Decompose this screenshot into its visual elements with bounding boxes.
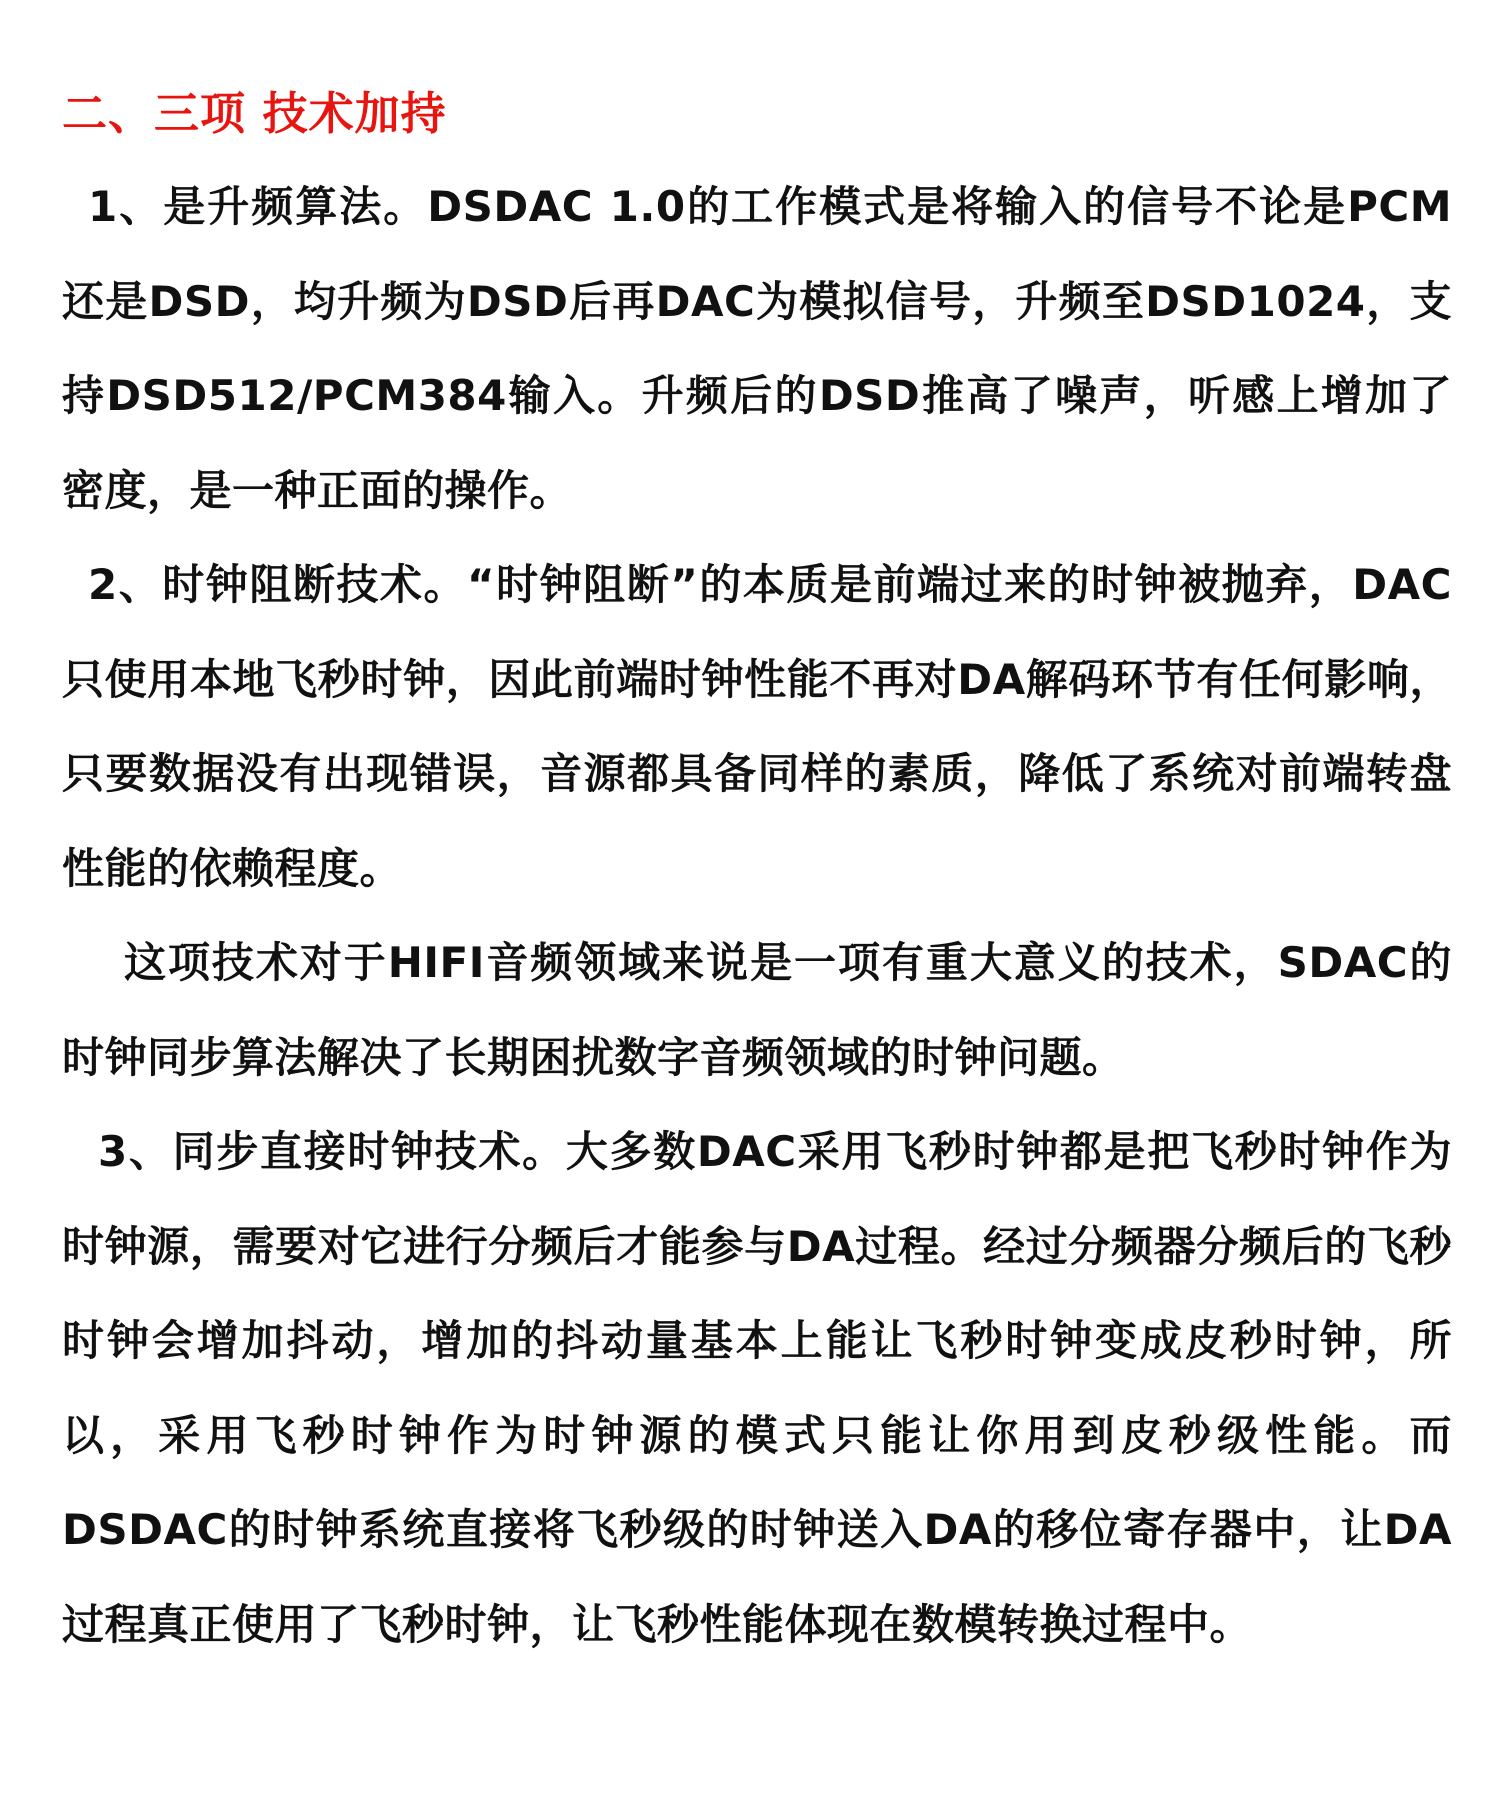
section-heading: 二、三项 技术加持	[62, 87, 447, 140]
paragraph-upsampling: 1、是升频算法。DSDAC 1.0的工作模式是将输入的信号不论是PCM还是DSD，均升频为DSD后再DAC为模拟信号，升频至DSD1024，支持DSD512/PCM384输入。升频后的DSD推高了噪声，听感上增加了密度，是一种正面的操作。	[62, 182, 1452, 515]
paragraph-direct-clock: 3、同步直接时钟技术。大多数DAC采用飞秒时钟都是把飞秒时钟作为时钟源，需要对它进行分频后才能参与DA过程。经过分频器分频后的飞秒时钟会增加抖动，增加的抖动量基本上能让飞秒时钟变成皮秒时钟，所以，采用飞秒时钟作为时钟源的模式只能让你用到皮秒级性能。而DSDAC的时钟系统直接将飞秒级的时钟送入DA的移位寄存器中，让DA过程真正使用了飞秒时钟，让飞秒性能体现在数模转换过程中。	[62, 1127, 1452, 1649]
paragraph-clock-blocking: 2、时钟阻断技术。“时钟阻断”的本质是前端过来的时钟被抛弃，DAC只使用本地飞秒时钟，因此前端时钟性能不再对DA解码环节有任何影响，只要数据没有出现错误，音源都具备同样的素质，降低了系统对前端转盘性能的依赖程度。	[62, 560, 1452, 893]
paragraph-significance: 这项技术对于HIFI音频领域来说是一项有重大意义的技术，SDAC的时钟同步算法解决了长期困扰数字音频领域的时钟问题。	[62, 938, 1452, 1082]
